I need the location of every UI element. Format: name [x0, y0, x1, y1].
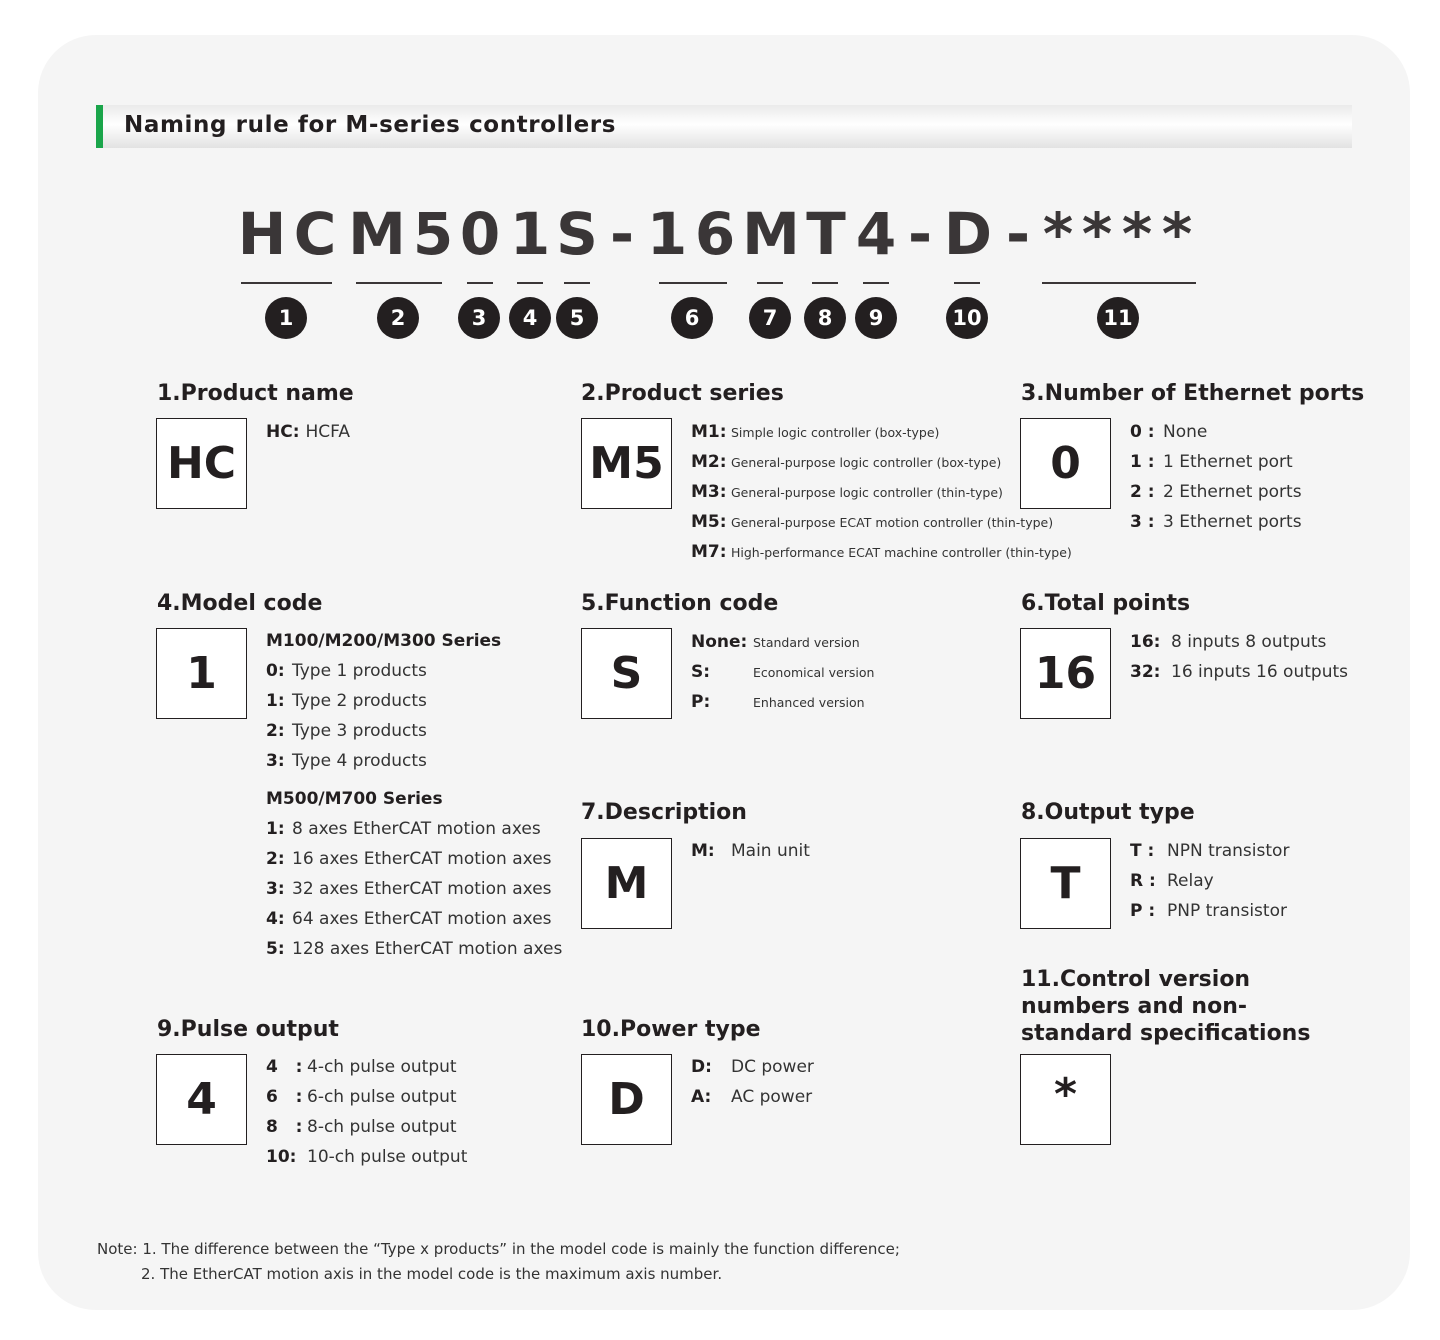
segment-underline [356, 282, 442, 284]
segment-underline [954, 282, 980, 284]
marker-2: 2 [377, 297, 419, 339]
marker-7: 7 [749, 297, 791, 339]
model-char: M [742, 200, 800, 268]
section-8-items [1130, 836, 1289, 926]
marker-4: 4 [509, 297, 551, 339]
list-item: 6 : 6-ch pulse output [266, 1087, 457, 1107]
section-7-title: 7.Description [581, 800, 747, 825]
list-item: M: Main unit [691, 841, 810, 861]
header-accent-stripe [96, 105, 103, 148]
section-5-title: 5.Function code [581, 591, 779, 616]
model-char: 1 [646, 200, 688, 268]
section-10-code-box: D [581, 1054, 672, 1145]
section-6-title: 6.Total points [1021, 591, 1191, 616]
section-4-code-box: 1 [156, 628, 247, 719]
list-item: R : Relay [1130, 871, 1214, 891]
section-6-items [1130, 627, 1348, 687]
list-item: 4: 64 axes EtherCAT motion axes [266, 909, 552, 929]
section-1-items [266, 417, 350, 447]
segment-underline [241, 282, 332, 284]
list-item: 16: 8 inputs 8 outputs [1130, 632, 1327, 652]
note-line-1: Note: 1. The difference between the “Type x products” in the model code is mainly the function difference; [97, 1240, 900, 1258]
model-char: * [1042, 200, 1074, 268]
list-item: 32: 16 inputs 16 outputs [1130, 662, 1348, 682]
section-9-title: 9.Pulse output [157, 1017, 339, 1042]
list-item: M7: High-performance ECAT machine controller (thin-type) [691, 542, 1072, 562]
marker-8: 8 [804, 297, 846, 339]
section-2-title: 2.Product series [581, 381, 784, 406]
section-9-items [266, 1052, 467, 1172]
marker-6: 6 [671, 297, 713, 339]
section-5-items [691, 627, 874, 717]
list-item: 3: 32 axes EtherCAT motion axes [266, 879, 552, 899]
list-item: 4 : 4-ch pulse output [266, 1057, 457, 1077]
section-3-title: 3.Number of Ethernet ports [1021, 381, 1365, 406]
section-2-code-box: M5 [581, 418, 672, 509]
section-9-code-box: 4 [156, 1054, 247, 1145]
model-char: 6 [694, 200, 736, 268]
list-item: S: Economical version [691, 662, 875, 682]
segment-underline [1042, 282, 1196, 284]
list-item: 2: 16 axes EtherCAT motion axes [266, 849, 552, 869]
list-item: 3 : 3 Ethernet ports [1130, 512, 1302, 532]
section-11-code-box: * [1020, 1054, 1111, 1145]
list-item: P : PNP transistor [1130, 901, 1287, 921]
marker-1: 1 [265, 297, 307, 339]
model-char: - [907, 200, 933, 268]
list-item: 2 : 2 Ethernet ports [1130, 482, 1302, 502]
model-char: * [1121, 200, 1153, 268]
section-2-items [691, 417, 1072, 567]
segment-underline [564, 282, 590, 284]
list-item: 0 : None [1130, 422, 1208, 442]
list-item: None: Standard version [691, 632, 860, 652]
model-char: 4 [855, 200, 897, 268]
section-3-code-box: 0 [1020, 418, 1111, 509]
model-char: D [943, 200, 993, 268]
list-item: M1: Simple logic controller (box-type) [691, 422, 940, 442]
list-item: 3: Type 4 products [266, 751, 427, 771]
model-char: - [1005, 200, 1031, 268]
segment-underline [757, 282, 783, 284]
section-7-items [691, 836, 810, 866]
model-char: 1 [509, 200, 551, 268]
section-6-code-box: 16 [1020, 628, 1111, 719]
page-title: Naming rule for M-series controllers [124, 112, 617, 138]
marker-5: 5 [556, 297, 598, 339]
list-item: 1 : 1 Ethernet port [1130, 452, 1293, 472]
list-item: 8 : 8-ch pulse output [266, 1117, 457, 1137]
list-item: P: Enhanced version [691, 692, 865, 712]
list-item: D: DC power [691, 1057, 814, 1077]
segment-underline [659, 282, 727, 284]
section-1-title: 1.Product name [157, 381, 354, 406]
model-char: M [348, 200, 406, 268]
list-item: 2: Type 3 products [266, 721, 427, 741]
section-4-title: 4.Model code [157, 591, 323, 616]
list-item: 1: 8 axes EtherCAT motion axes [266, 819, 541, 839]
list-item: M5: General-purpose ECAT motion controller (thin-type) [691, 512, 1054, 532]
list-item: 1: Type 2 products [266, 691, 427, 711]
group-1-title: M100/M200/M300 Series [266, 631, 502, 651]
list-item: HC: HCFA [266, 422, 351, 442]
model-char: 5 [412, 200, 454, 268]
list-item: T : NPN transistor [1130, 841, 1290, 861]
list-item: M3: General-purpose logic controller (thin-type) [691, 482, 1003, 502]
note-line-2: 2. The EtherCAT motion axis in the model code is the maximum axis number. [141, 1265, 723, 1283]
marker-10: 10 [946, 297, 988, 339]
section-3-items [1130, 417, 1302, 537]
section-7-code-box: M [581, 838, 672, 929]
model-char: * [1161, 200, 1193, 268]
section-10-items [691, 1052, 814, 1112]
section-11-title: 11.Control version numbers and non-standard specifications [1021, 967, 1311, 1046]
model-char: * [1081, 200, 1113, 268]
model-char: S [556, 200, 598, 268]
group-2-title: M500/M700 Series [266, 789, 443, 809]
model-char: - [609, 200, 635, 268]
segment-underline [863, 282, 889, 284]
model-char: 0 [459, 200, 501, 268]
marker-3: 3 [458, 297, 500, 339]
section-8-code-box: T [1020, 838, 1111, 929]
model-char: H [237, 200, 287, 268]
list-item: 10: 10-ch pulse output [266, 1147, 468, 1167]
list-item: M2: General-purpose logic controller (box-type) [691, 452, 1002, 472]
section-8-title: 8.Output type [1021, 800, 1195, 825]
segment-underline [517, 282, 543, 284]
section-10-title: 10.Power type [581, 1017, 761, 1042]
model-char: T [806, 200, 846, 268]
marker-9: 9 [855, 297, 897, 339]
section-4-items [266, 626, 562, 964]
model-char: C [293, 200, 337, 268]
segment-underline [812, 282, 838, 284]
section-5-code-box: S [581, 628, 672, 719]
segment-underline [467, 282, 493, 284]
section-1-code-box: HC [156, 418, 247, 509]
list-item: A: AC power [691, 1087, 813, 1107]
list-item: 0: Type 1 products [266, 661, 427, 681]
marker-11: 11 [1097, 297, 1139, 339]
list-item: 5: 128 axes EtherCAT motion axes [266, 939, 563, 959]
